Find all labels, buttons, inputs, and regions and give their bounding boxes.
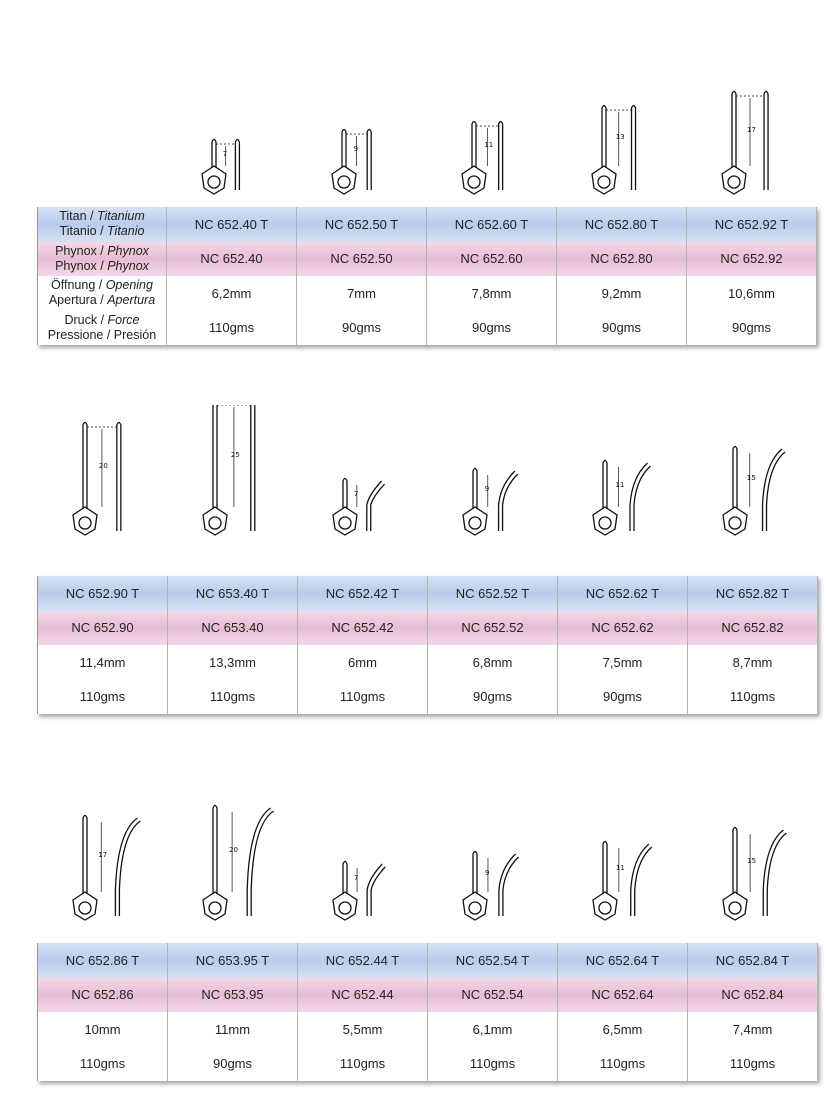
clip-body: [203, 405, 255, 535]
row-header-text: Titanio /: [59, 224, 108, 239]
cell-force: 110gms: [688, 680, 818, 715]
clip-illustration: [427, 790, 557, 930]
clip-eye: [729, 517, 741, 529]
cell-titan: NC 653.95 T: [168, 943, 298, 978]
clip-body: [462, 122, 503, 195]
clip-right-jaw: [764, 92, 768, 191]
clip-eye: [728, 176, 740, 188]
clip-right-jaw: [367, 481, 382, 531]
cell-opening: 6,2mm: [167, 276, 297, 311]
clip-drawing-svg: [297, 405, 427, 545]
cell-titan: NC 652.84 T: [688, 943, 818, 978]
clip-right-jaw-inner: [635, 847, 652, 916]
cell-titan: NC 652.62 T: [558, 576, 688, 611]
clip-eye: [338, 176, 350, 188]
clip-eye: [209, 517, 221, 529]
clip-head: [333, 507, 357, 535]
clip-eye: [599, 902, 611, 914]
clip-illustration: [556, 64, 686, 204]
cell-titan: NC 652.80 T: [557, 207, 687, 242]
clip-left-jaw: [603, 842, 607, 895]
row-header-text: Druck /: [64, 312, 108, 327]
clip-head: [722, 166, 746, 194]
clip-right-jaw: [631, 844, 649, 916]
clip-head: [462, 166, 486, 194]
clip-body: [592, 106, 636, 195]
clip-drawing-svg: [167, 405, 297, 545]
clip-illustration: [166, 64, 296, 204]
cell-titan: NC 652.44 T: [298, 943, 428, 978]
spec-table: [37, 207, 817, 345]
cell-force: 110gms: [298, 1047, 428, 1082]
cell-opening: 7,4mm: [688, 1012, 818, 1047]
clip-drawings: [37, 790, 817, 930]
clip-body: [463, 469, 518, 536]
cell-titan: NC 652.54 T: [428, 943, 558, 978]
cell-titan: NC 652.86 T: [38, 943, 168, 978]
clip-left-jaw: [213, 806, 217, 895]
cell-opening: 9,2mm: [557, 276, 687, 311]
cell-titan: NC 652.52 T: [428, 576, 558, 611]
clip-right-jaw-inner: [251, 811, 274, 916]
clip-body: [73, 816, 140, 921]
clip-left-jaw: [472, 122, 476, 169]
clip-right-jaw-inner: [503, 474, 518, 531]
clip-eye: [729, 902, 741, 914]
cell-titan: NC 652.64 T: [558, 943, 688, 978]
clip-eye: [468, 176, 480, 188]
clip-drawings: [166, 64, 816, 204]
cell-force: 110gms: [558, 1047, 688, 1082]
row-header-line: [59, 209, 145, 224]
cell-phynox: NC 652.86: [38, 978, 168, 1013]
clip-drawing-svg: [167, 790, 297, 930]
clip-drawing-svg: [427, 790, 557, 930]
cell-phynox: NC 652.50: [297, 242, 427, 277]
clip-illustration: [37, 405, 167, 545]
row-header-text: Apertura /: [48, 293, 108, 308]
cell-phynox: NC 653.40: [168, 611, 298, 646]
clip-left-jaw: [603, 461, 607, 510]
dimension-label: 20: [98, 462, 108, 470]
cell-phynox: NC 652.64: [558, 978, 688, 1013]
clip-eye: [339, 902, 351, 914]
cell-force: 90gms: [297, 311, 427, 346]
cell-opening: 6,1mm: [428, 1012, 558, 1047]
clip-illustration: [557, 790, 687, 930]
clip-left-jaw: [83, 816, 87, 895]
clip-head: [593, 892, 617, 920]
clip-body: [332, 130, 371, 195]
dimension-label: 17: [747, 126, 756, 134]
dimension-label: 9: [484, 869, 490, 877]
row-header-text-italic: Phynox: [107, 243, 149, 258]
row-header-opening: [38, 276, 167, 311]
clip-illustration: [687, 790, 817, 930]
spec-table: [37, 576, 818, 714]
cell-force: 90gms: [168, 1047, 298, 1082]
clip-head: [463, 507, 487, 535]
clip-eye: [599, 517, 611, 529]
cell-phynox: NC 652.44: [298, 978, 428, 1013]
clip-head: [202, 166, 226, 194]
row-header-text-italic: Opening: [105, 278, 153, 293]
cell-titan: NC 652.50 T: [297, 207, 427, 242]
row-header-text: Pressione / Presión: [47, 327, 157, 342]
row-header-text: Titan /: [59, 209, 97, 224]
clip-left-jaw: [213, 405, 217, 509]
cell-phynox: NC 652.82: [688, 611, 818, 646]
clip-drawing-svg: [427, 405, 557, 545]
clip-body: [333, 862, 385, 921]
clip-drawing-svg: [296, 64, 426, 204]
clip-drawing-svg: [557, 790, 687, 930]
clip-head: [73, 892, 97, 920]
row-header-text-italic: Force: [107, 312, 140, 327]
clip-head: [203, 507, 227, 535]
clip-head: [593, 507, 617, 535]
dimension-label: 13: [615, 133, 625, 141]
clip-eye: [208, 176, 220, 188]
dimension-label: 9: [353, 145, 359, 153]
clip-body: [463, 852, 519, 921]
clip-eye: [79, 517, 91, 529]
cell-force: 110gms: [38, 680, 168, 715]
cell-phynox: NC 653.95: [168, 978, 298, 1013]
clip-right-jaw: [632, 106, 636, 191]
cell-phynox: NC 652.84: [688, 978, 818, 1013]
clip-illustration: [296, 64, 426, 204]
clip-eye: [79, 902, 91, 914]
clip-left-jaw: [343, 479, 347, 510]
row-header-line: [60, 224, 145, 239]
row-header-text-italic: Titanio: [107, 224, 145, 239]
cell-titan: NC 653.40 T: [168, 576, 298, 611]
clip-right-jaw: [499, 122, 503, 191]
row-header-text: Phynox /: [55, 258, 108, 273]
clip-left-jaw: [473, 852, 477, 895]
clip-drawing-svg: [686, 64, 816, 204]
dimension-label: 11: [615, 481, 625, 489]
clip-right-jaw: [115, 818, 137, 916]
clip-right-jaw: [367, 864, 382, 916]
clip-drawings: [37, 405, 817, 545]
clip-eye: [469, 902, 481, 914]
dimension-label: 11: [615, 864, 625, 872]
row-header-line: [49, 293, 155, 308]
row-header-text-italic: Apertura: [107, 293, 156, 308]
clip-drawing-svg: [37, 790, 167, 930]
cell-opening: 7,8mm: [427, 276, 557, 311]
clip-right-jaw: [763, 830, 783, 916]
row-header-line: [55, 244, 149, 259]
dimension-label: 20: [229, 846, 239, 854]
dimension-label: 9: [484, 485, 490, 493]
clip-body: [723, 828, 786, 921]
clip-right-jaw: [251, 405, 255, 531]
clip-head: [723, 892, 747, 920]
clip-right-jaw-inner: [767, 833, 786, 916]
spec-table: [37, 943, 818, 1081]
cell-opening: 10mm: [38, 1012, 168, 1047]
clip-drawing-svg: [687, 405, 817, 545]
dimension-label: 7: [354, 874, 359, 882]
clip-left-jaw: [342, 130, 346, 169]
cell-phynox: NC 652.62: [558, 611, 688, 646]
cell-phynox: NC 652.40: [167, 242, 297, 277]
clip-left-jaw: [212, 140, 216, 169]
row-header-text: Phynox /: [55, 243, 108, 258]
cell-force: 90gms: [557, 311, 687, 346]
cell-force: 110gms: [428, 1047, 558, 1082]
cell-opening: 11,4mm: [38, 645, 168, 680]
dimension-label: 15: [747, 857, 757, 865]
clip-body: [723, 447, 785, 536]
clip-illustration: [167, 405, 297, 545]
clip-illustration: [167, 790, 297, 930]
row-header-line: [64, 313, 139, 328]
clip-right-jaw: [117, 423, 121, 532]
cell-phynox: NC 652.60: [427, 242, 557, 277]
clip-head: [333, 892, 357, 920]
clip-head: [463, 892, 487, 920]
clip-eye: [598, 176, 610, 188]
clip-body: [202, 140, 239, 195]
clip-drawing-svg: [166, 64, 296, 204]
row-header-phynox: [38, 242, 167, 277]
clip-illustration: [427, 405, 557, 545]
dimension-label: 7: [222, 150, 228, 158]
cell-force: 110gms: [688, 1047, 818, 1082]
clip-drawing-svg: [687, 790, 817, 930]
clip-illustration: [687, 405, 817, 545]
clip-left-jaw: [83, 423, 87, 510]
clip-body: [333, 479, 385, 536]
cell-force: 90gms: [687, 311, 817, 346]
cell-phynox: NC 652.92: [687, 242, 817, 277]
cell-titan: NC 652.92 T: [687, 207, 817, 242]
cell-titan: NC 652.90 T: [38, 576, 168, 611]
cell-force: 110gms: [38, 1047, 168, 1082]
clip-right-jaw: [763, 449, 783, 531]
cell-force: 110gms: [167, 311, 297, 346]
clip-head: [203, 892, 227, 920]
clip-drawing-svg: [37, 405, 167, 545]
cell-opening: 13,3mm: [168, 645, 298, 680]
clip-body: [73, 423, 121, 536]
clip-left-jaw: [602, 106, 606, 169]
row-header-text: Öffnung /: [51, 278, 106, 293]
cell-opening: 10,6mm: [687, 276, 817, 311]
cell-force: 90gms: [558, 680, 688, 715]
cell-opening: 7,5mm: [558, 645, 688, 680]
row-header-text-italic: Titanium: [96, 209, 145, 224]
clip-eye: [339, 517, 351, 529]
cell-titan: NC 652.82 T: [688, 576, 818, 611]
clip-body: [722, 92, 768, 195]
row-header-titan: [38, 207, 167, 242]
cell-titan: NC 652.42 T: [298, 576, 428, 611]
clip-right-jaw-inner: [767, 452, 786, 531]
clip-drawing-svg: [557, 405, 687, 545]
clip-right-jaw: [367, 130, 371, 191]
dimension-label: 15: [746, 474, 756, 482]
row-header-line: [55, 259, 149, 274]
dimension-label: 17: [98, 851, 108, 859]
cell-opening: 6,8mm: [428, 645, 558, 680]
cell-phynox: NC 652.90: [38, 611, 168, 646]
clip-right-jaw-inner: [634, 466, 651, 531]
clip-right-jaw: [235, 140, 239, 191]
dimension-label: 7: [353, 490, 359, 498]
row-header-text-italic: Phynox: [107, 258, 149, 273]
cell-phynox: NC 652.54: [428, 978, 558, 1013]
clip-left-jaw: [343, 862, 347, 895]
clip-head: [592, 166, 616, 194]
row-header-force: [38, 311, 167, 346]
clip-head: [723, 507, 747, 535]
clip-illustration: [297, 405, 427, 545]
cell-titan: NC 652.60 T: [427, 207, 557, 242]
clip-eye: [469, 517, 481, 529]
cell-opening: 6mm: [298, 645, 428, 680]
cell-opening: 5,5mm: [298, 1012, 428, 1047]
clip-left-jaw: [733, 447, 737, 510]
clip-body: [593, 842, 652, 921]
clip-illustration: [686, 64, 816, 204]
cell-force: 110gms: [168, 680, 298, 715]
clip-right-jaw-inner: [503, 857, 519, 916]
clip-illustration: [557, 405, 687, 545]
clip-drawing-svg: [426, 64, 556, 204]
clip-left-jaw: [473, 469, 477, 510]
clip-drawing-svg: [556, 64, 686, 204]
clip-illustration: [297, 790, 427, 930]
clip-left-jaw: [732, 92, 736, 169]
cell-phynox: NC 652.52: [428, 611, 558, 646]
cell-titan: NC 652.40 T: [167, 207, 297, 242]
cell-opening: 8,7mm: [688, 645, 818, 680]
row-header-line: [51, 278, 153, 293]
clip-illustration: [37, 790, 167, 930]
clip-right-jaw-inner: [119, 821, 140, 916]
clip-head: [332, 166, 356, 194]
cell-opening: 6,5mm: [558, 1012, 688, 1047]
clip-left-jaw: [733, 828, 737, 895]
clip-body: [203, 806, 274, 921]
clip-body: [593, 461, 651, 536]
cell-opening: 7mm: [297, 276, 427, 311]
dimension-label: 11: [484, 141, 494, 149]
row-header-line: [48, 328, 156, 343]
dimension-label: 25: [230, 451, 240, 459]
cell-force: 90gms: [427, 311, 557, 346]
clip-illustration: [426, 64, 556, 204]
cell-opening: 11mm: [168, 1012, 298, 1047]
cell-force: 110gms: [298, 680, 428, 715]
cell-phynox: NC 652.42: [298, 611, 428, 646]
cell-phynox: NC 652.80: [557, 242, 687, 277]
clip-drawing-svg: [297, 790, 427, 930]
clip-head: [73, 507, 97, 535]
clip-eye: [209, 902, 221, 914]
cell-force: 90gms: [428, 680, 558, 715]
